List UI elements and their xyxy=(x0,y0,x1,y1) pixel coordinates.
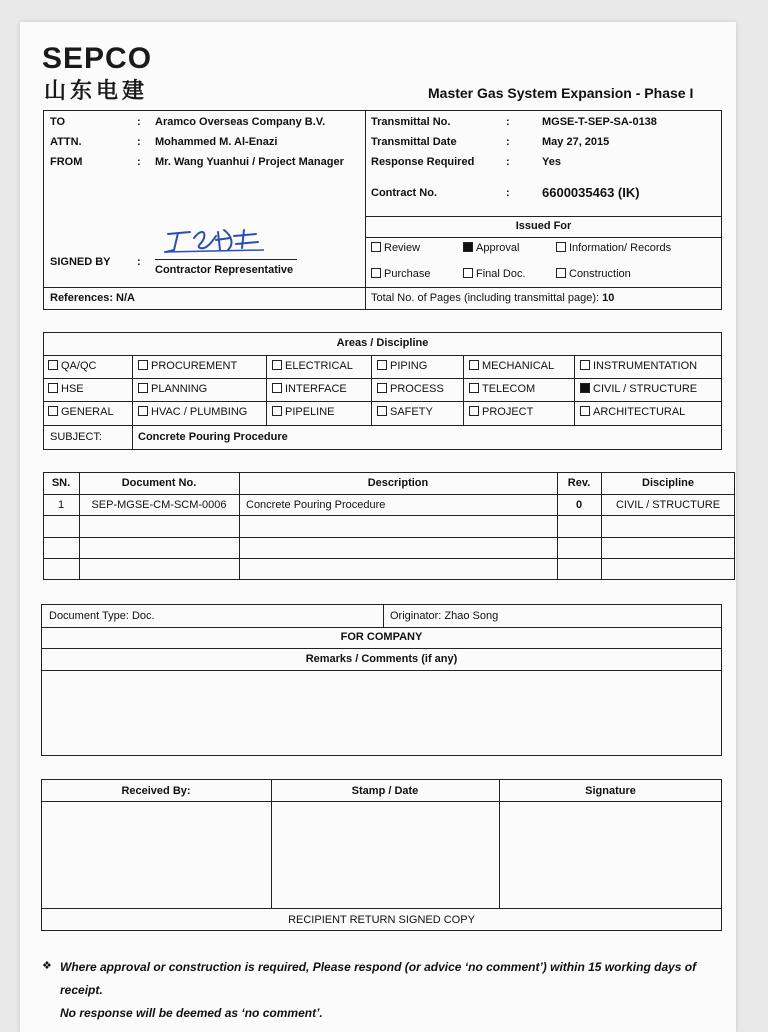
area-mechanical[interactable]: MECHANICAL xyxy=(469,360,554,373)
recipient-return-note: RECIPIENT RETURN SIGNED COPY xyxy=(288,914,475,926)
references: References: N/A xyxy=(50,292,135,304)
issued-for-construction[interactable]: Construction xyxy=(556,268,631,281)
total-pages: Total No. of Pages (including transmittal page): 10 xyxy=(371,292,615,304)
checkbox-purchase[interactable] xyxy=(371,268,381,278)
transmittal-date-value: May 27, 2015 xyxy=(542,136,610,148)
checkbox-hse[interactable] xyxy=(48,383,58,393)
issued-for-review[interactable]: Review xyxy=(371,242,420,255)
checkbox-mechanical[interactable] xyxy=(469,360,479,370)
subject-value: Concrete Pouring Procedure xyxy=(138,431,288,443)
to-label: TO xyxy=(50,116,66,128)
area-project[interactable]: PROJECT xyxy=(469,406,533,419)
remarks-field[interactable] xyxy=(42,671,721,755)
transmittal-date-label: Transmittal Date xyxy=(371,136,457,148)
stamp-date-field[interactable] xyxy=(272,802,498,907)
contract-no-value: 6600035463 (IK) xyxy=(542,185,640,200)
response-required-value: Yes xyxy=(542,156,561,168)
checkbox-telecom[interactable] xyxy=(469,383,479,393)
checkbox-safety[interactable] xyxy=(377,406,387,416)
checkbox-interface[interactable] xyxy=(272,383,282,393)
note-line-3: No response will be deemed as ‘no comment’. xyxy=(60,1006,323,1020)
note-line-2: receipt. xyxy=(60,983,103,997)
area-process[interactable]: PROCESS xyxy=(377,383,444,396)
company-logo-cn: 山东电建 xyxy=(44,78,149,103)
transmittal-no-label: Transmittal No. xyxy=(371,116,451,128)
area-architectural[interactable]: ARCHITECTURAL xyxy=(580,406,685,419)
stamp-date-header: Stamp / Date xyxy=(351,785,419,797)
area-planning[interactable]: PLANNING xyxy=(138,383,207,396)
issued-for-title: Issued For xyxy=(515,220,572,232)
area-pipeline[interactable]: PIPELINE xyxy=(272,406,335,419)
issued-for-information-records[interactable]: Information/ Records xyxy=(556,242,671,255)
attn-label: ATTN. xyxy=(50,136,82,148)
from-value: Mr. Wang Yuanhui / Project Manager xyxy=(155,156,344,168)
area-interface[interactable]: INTERFACE xyxy=(272,383,347,396)
signed-by-role: Contractor Representative xyxy=(155,264,294,276)
table-cell-rev: 0 xyxy=(575,499,583,511)
issued-for-approval[interactable]: Approval xyxy=(463,242,519,255)
col-header-sn: SN. xyxy=(51,477,71,489)
note-bullet-icon: ❖ xyxy=(42,960,52,972)
received-by-header: Received By: xyxy=(121,785,191,797)
checkbox-construction[interactable] xyxy=(556,268,566,278)
area-civil-structure[interactable]: CIVIL / STRUCTURE xyxy=(580,383,697,396)
subject-label: SUBJECT: xyxy=(50,431,102,443)
received-by-field[interactable] xyxy=(42,802,270,907)
note-line-1: Where approval or construction is required, Please respond (or advice ‘no comment’) within 15 working days of xyxy=(60,960,697,974)
checkbox-hvac-plumbing[interactable] xyxy=(138,406,148,416)
checkbox-architectural[interactable] xyxy=(580,406,590,416)
area-qa-qc[interactable]: QA/QC xyxy=(48,360,96,373)
contract-no-label: Contract No. xyxy=(371,187,437,199)
for-company: FOR COMPANY xyxy=(340,631,423,643)
to-value: Aramco Overseas Company B.V. xyxy=(155,116,326,128)
checkbox-planning[interactable] xyxy=(138,383,148,393)
area-procurement[interactable]: PROCUREMENT xyxy=(138,360,237,373)
area-safety[interactable]: SAFETY xyxy=(377,406,433,419)
checkbox-project[interactable] xyxy=(469,406,479,416)
signed-by-label: SIGNED BY xyxy=(50,256,111,268)
signature-field[interactable] xyxy=(500,802,721,907)
checkbox-civil-structure[interactable] xyxy=(580,383,590,393)
checkbox-approval[interactable] xyxy=(463,242,473,252)
attn-value: Mohammed M. Al-Enazi xyxy=(155,136,278,148)
checkbox-review[interactable] xyxy=(371,242,381,252)
table-cell-discipline: CIVIL / STRUCTURE xyxy=(615,499,721,511)
checkbox-pipeline[interactable] xyxy=(272,406,282,416)
handwritten-signature xyxy=(160,222,270,258)
table-cell-sn: 1 xyxy=(57,499,65,511)
checkbox-procurement[interactable] xyxy=(138,360,148,370)
area-instrumentation[interactable]: INSTRUMENTATION xyxy=(580,360,697,373)
area-telecom[interactable]: TELECOM xyxy=(469,383,535,396)
area-piping[interactable]: PIPING xyxy=(377,360,427,373)
table-cell-description: Concrete Pouring Procedure xyxy=(246,499,386,511)
area-hvac-plumbing[interactable]: HVAC / PLUMBING xyxy=(138,406,247,419)
area-hse[interactable]: HSE xyxy=(48,383,84,396)
col-header-document-no: Document No. xyxy=(121,477,197,489)
response-required-label: Response Required xyxy=(371,156,475,168)
originator: Originator: Zhao Song xyxy=(390,610,499,622)
area-electrical[interactable]: ELECTRICAL xyxy=(272,360,353,373)
checkbox-final-doc[interactable] xyxy=(463,268,473,278)
checkbox-piping[interactable] xyxy=(377,360,387,370)
project-title: Master Gas System Expansion - Phase I xyxy=(428,85,694,101)
company-logo-en: SEPCO xyxy=(42,42,153,75)
areas-discipline-title: Areas / Discipline xyxy=(336,337,429,349)
issued-for-purchase[interactable]: Purchase xyxy=(371,268,430,281)
checkbox-general[interactable] xyxy=(48,406,58,416)
table-cell-document-no: SEP-MGSE-CM-SCM-0006 xyxy=(91,499,227,511)
signature-header: Signature xyxy=(585,785,636,797)
col-header-discipline: Discipline xyxy=(642,477,694,489)
checkbox-information-records[interactable] xyxy=(556,242,566,252)
transmittal-no-value: MGSE-T-SEP-SA-0138 xyxy=(542,116,657,128)
col-header-rev: Rev. xyxy=(567,477,591,489)
remarks-title: Remarks / Comments (if any) xyxy=(305,653,458,665)
issued-for-final-doc[interactable]: Final Doc. xyxy=(463,268,526,281)
from-label: FROM xyxy=(50,156,83,168)
document-type: Document Type: Doc. xyxy=(49,610,155,622)
checkbox-electrical[interactable] xyxy=(272,360,282,370)
checkbox-qa-qc[interactable] xyxy=(48,360,58,370)
col-header-description: Description xyxy=(367,477,429,489)
checkbox-instrumentation[interactable] xyxy=(580,360,590,370)
area-general[interactable]: GENERAL xyxy=(48,406,114,419)
checkbox-process[interactable] xyxy=(377,383,387,393)
